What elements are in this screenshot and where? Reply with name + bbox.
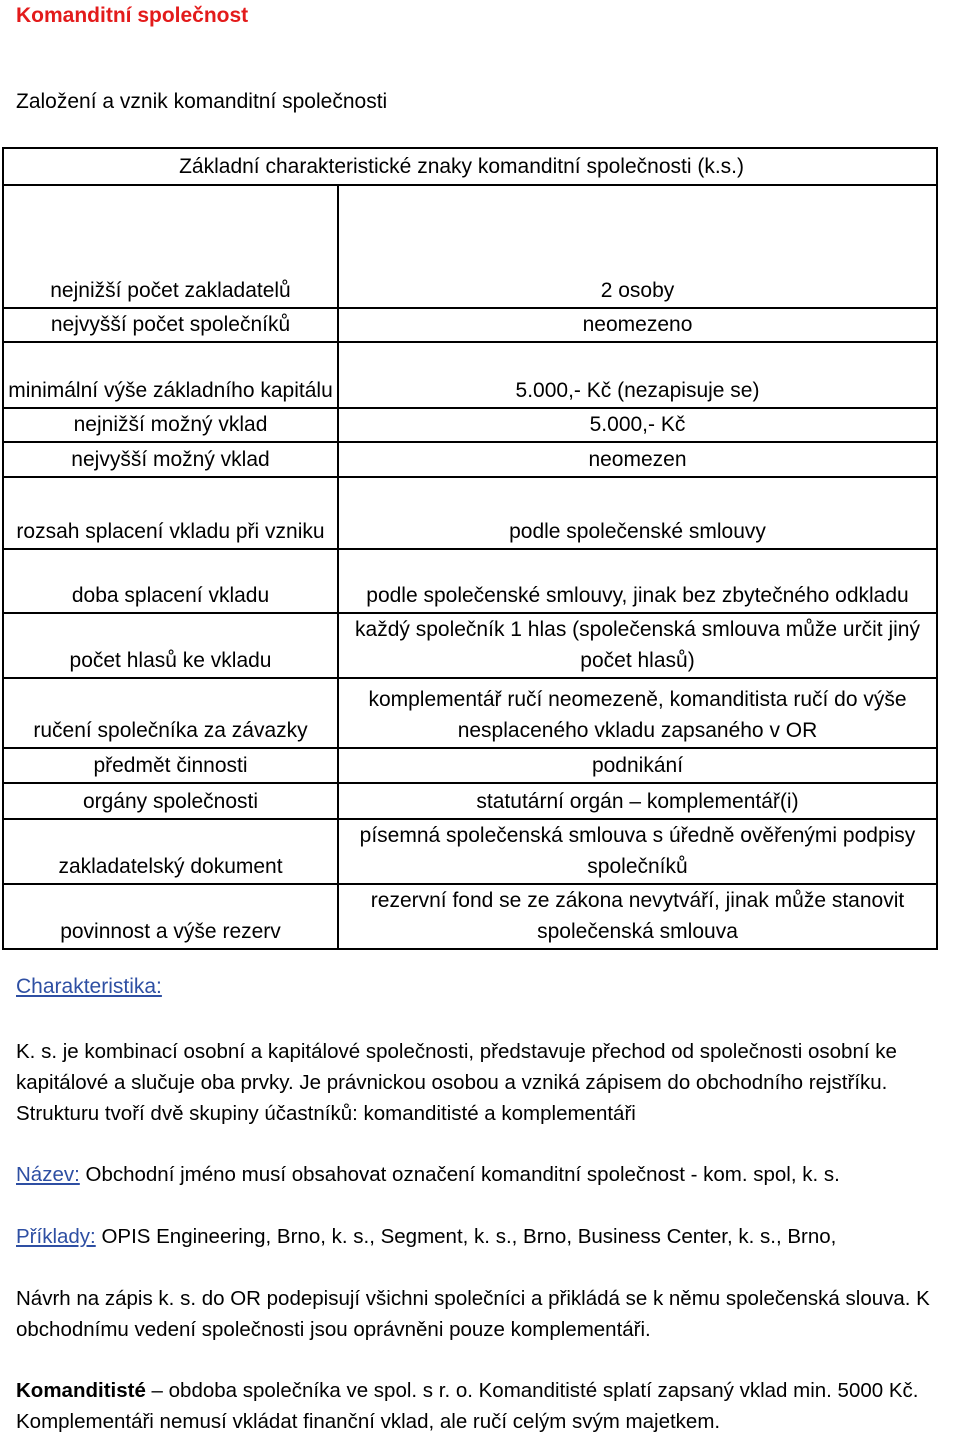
table-row-label: nejvyšší počet společníků [3,308,338,342]
table-row-label: minimální výše základního kapitálu [3,342,338,408]
table-row-label: předmět činnosti [3,748,338,783]
table-row-value: neomezeno [338,308,937,342]
table-row-label: orgány společnosti [3,783,338,819]
table-row-label: rozsah splacení vkladu při vzniku [3,477,338,549]
name-text: Obchodní jméno musí obsahovat označení komanditní společnost - kom. spol, k. s. [79,1163,840,1186]
table-row-value: každý společník 1 hlas (společenská smlouva může určit jiný počet hlasů) [338,613,937,678]
table-row-label: nejvyšší možný vklad [3,442,338,477]
name-label: Název: [16,1163,80,1186]
table-row-label: počet hlasů ke vkladu [3,613,338,678]
page-title: Komanditní společnost [16,4,249,27]
examples-label: Příklady: [16,1225,96,1248]
table-header: Základní charakteristické znaky komanditní společnosti (k.s.) [3,148,937,185]
table-row-value: statutární orgán – komplementář(i) [338,783,937,819]
section-subtitle: Založení a vznik komanditní společnosti [16,90,388,113]
characteristics-heading: Charakteristika: [16,975,162,998]
table-row-label: povinnost a výše rezerv [3,884,338,949]
limited-partners-term: Komanditisté [16,1379,146,1402]
table-row-value: podnikání [338,748,937,783]
table-row-value: 2 osoby [338,185,937,308]
table-row-value: podle společenské smlouvy [338,477,937,549]
examples-paragraph [16,1221,958,1252]
table-row-value: rezervní fond se ze zákona nevytváří, jinak může stanovit společenská smlouva [338,884,937,949]
table-row-value: neomezen [338,442,937,477]
limited-partners-paragraph [16,1375,958,1437]
characteristics-paragraph: K. s. je kombinací osobní a kapitálové společnosti, představuje přechod od společnosti osobní ke kapitálové a slučuje oba prvky. Je právnickou osobou a vzniká zápisem do obchodního rejstříku. Strukturu tvoří dvě skupiny účastníků: komanditisté a komplementáři [16,1040,897,1125]
table-row-label: nejnižší počet zakladatelů [3,185,338,308]
table-row-value: komplementář ručí neomezeně, komanditista ručí do výše nesplaceného vkladu zapsaného v OR [338,678,937,748]
proposal-paragraph: Návrh na zápis k. s. do OR podepisují všichni společníci a přikládá se k němu společenská slouva. K obchodnímu vedení společnosti jsou oprávněni pouze komplementáři. [16,1287,930,1341]
table-row-label: doba splacení vkladu [3,549,338,613]
table-row-label: nejnižší možný vklad [3,408,338,442]
characteristics-table [2,147,938,950]
name-paragraph [16,1159,958,1190]
table-row-value: podle společenské smlouvy, jinak bez zbytečného odkladu [338,549,937,613]
limited-partners-text: – obdoba společníka ve spol. s r. o. Komanditisté splatí zapsaný vklad min. 5000 Kč. Komplementáři nemusí vkládat finanční vklad, ale ručí celým svým majetkem. [16,1379,919,1433]
table-row-label: ručení společníka za závazky [3,678,338,748]
table-row-value: písemná společenská smlouva s úředně ověřenými podpisy společníků [338,819,937,884]
table-row-value: 5.000,- Kč (nezapisuje se) [338,342,937,408]
table-row-value: 5.000,- Kč [338,408,937,442]
examples-text: OPIS Engineering, Brno, k. s., Segment, k. s., Brno, Business Center, k. s., Brno, [95,1225,837,1248]
table-row-label: zakladatelský dokument [3,819,338,884]
